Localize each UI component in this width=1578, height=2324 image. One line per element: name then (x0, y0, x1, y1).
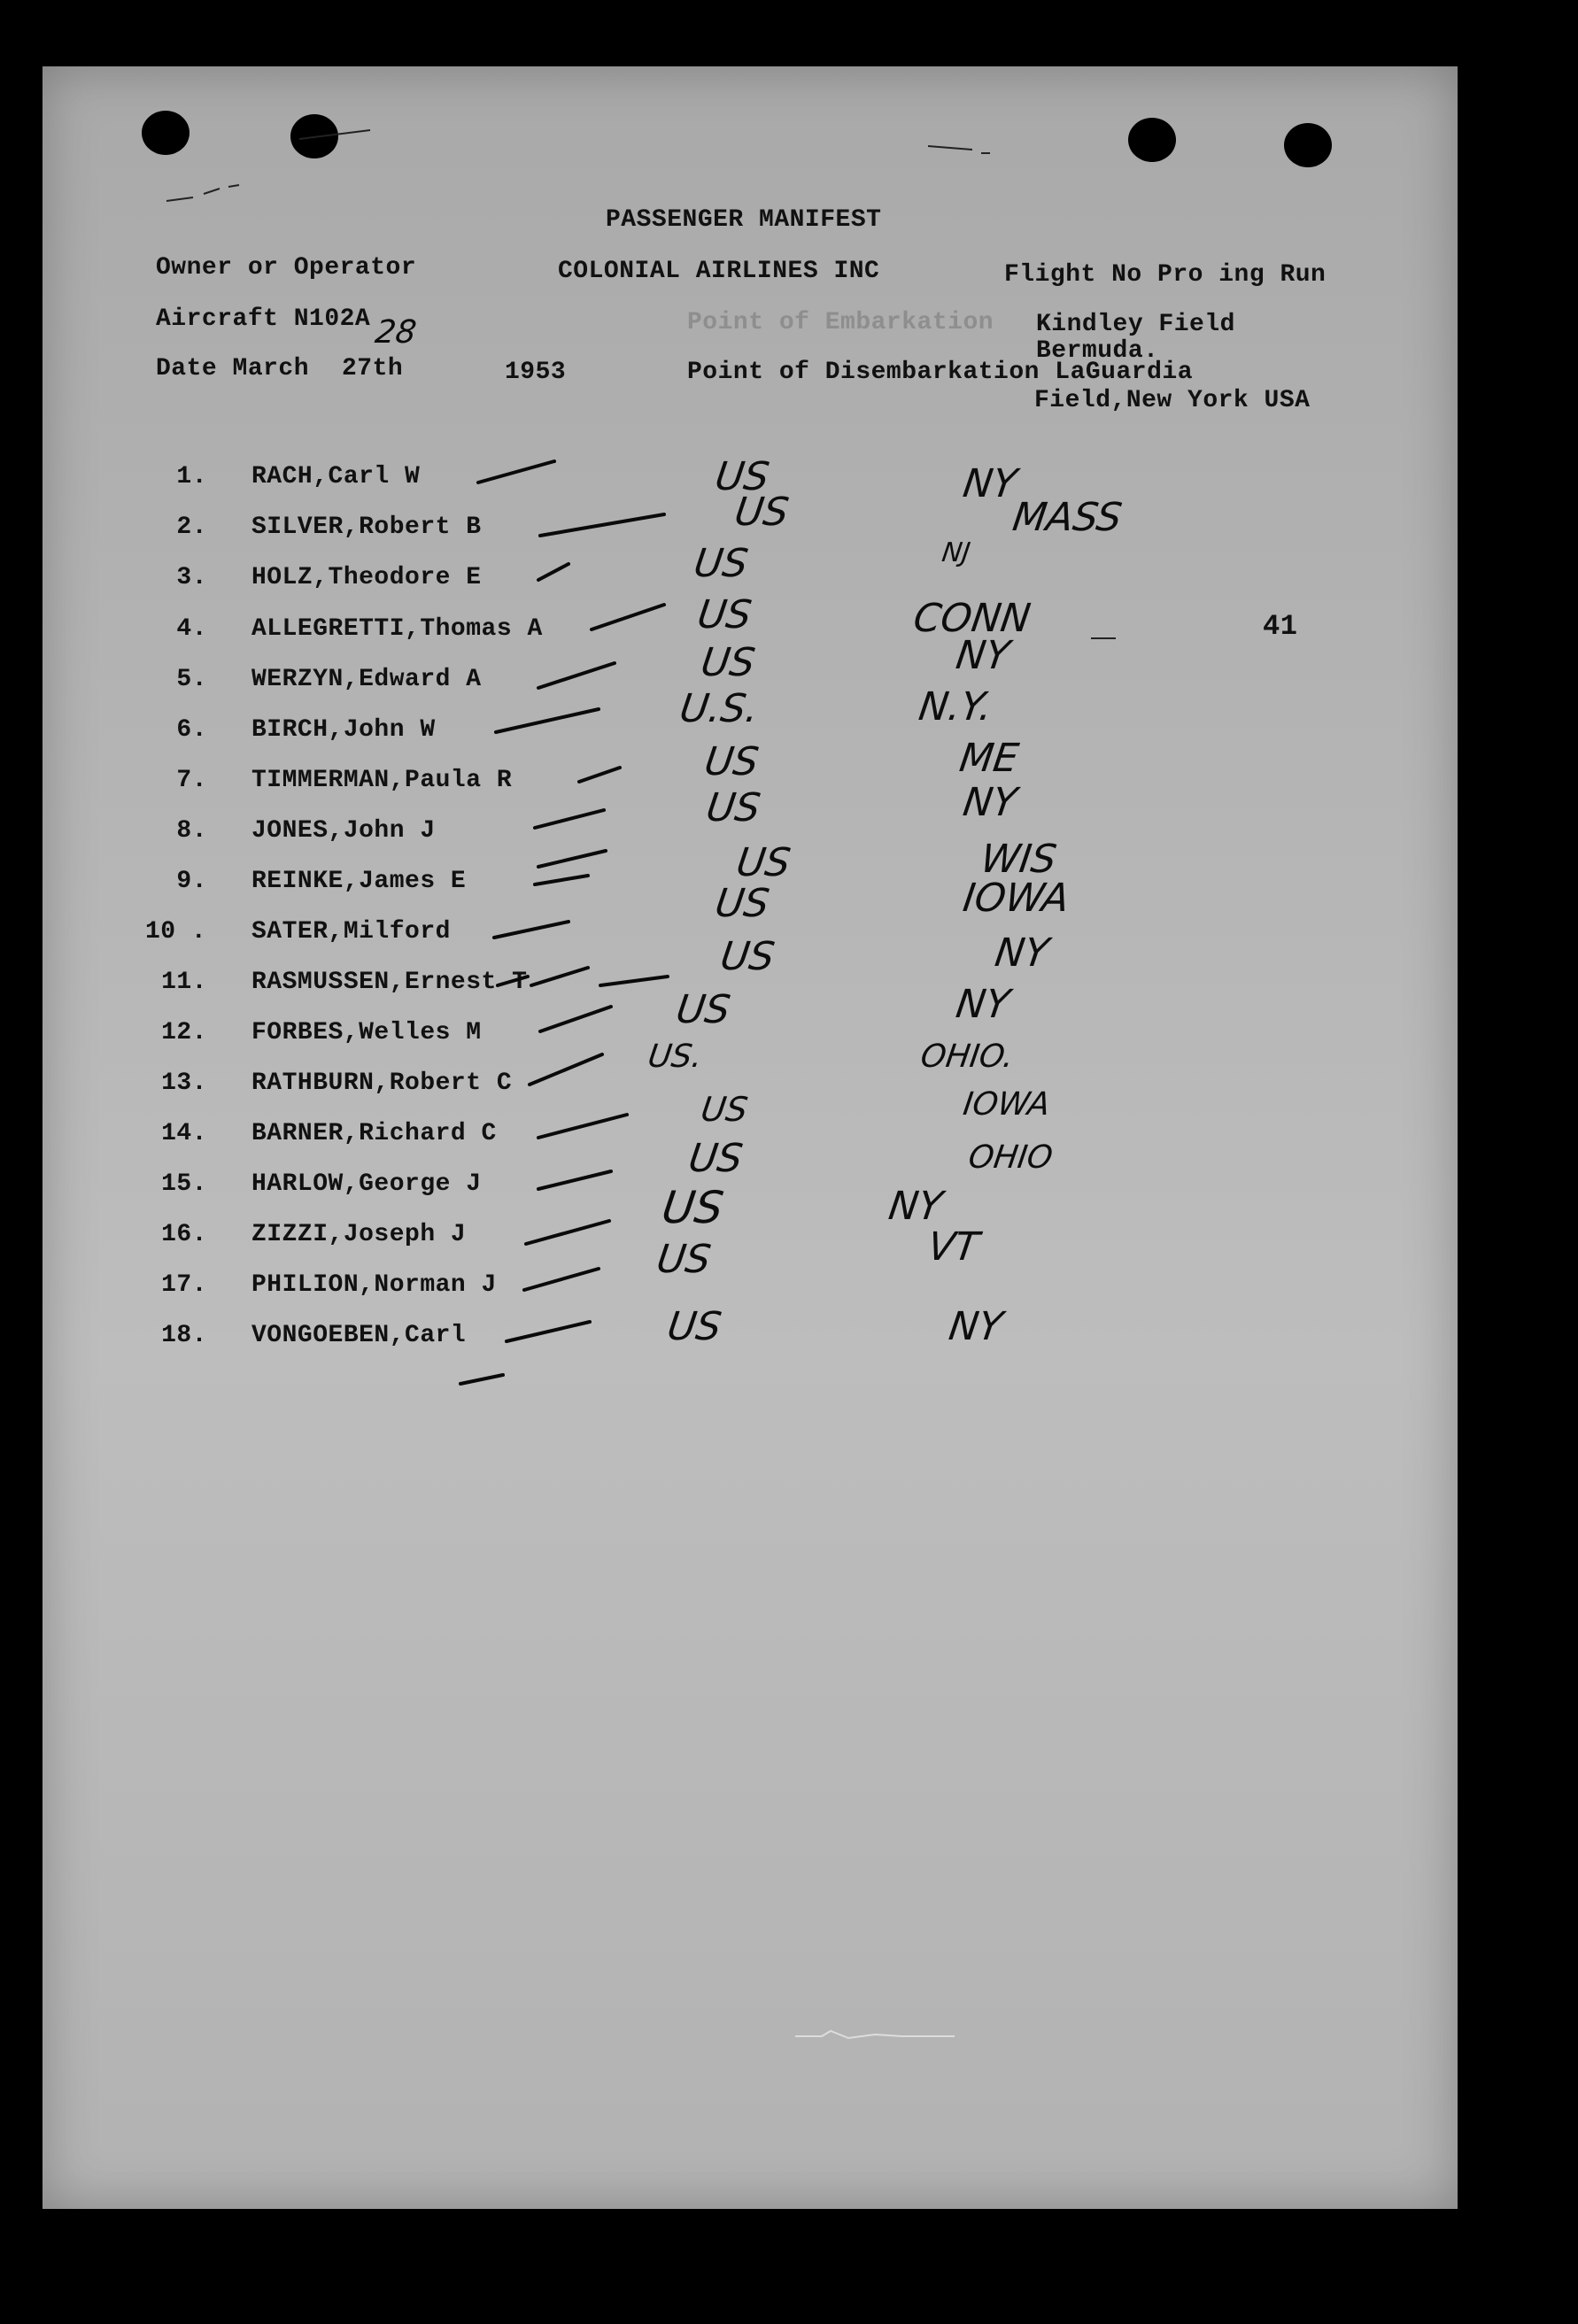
citizenship: US (691, 541, 751, 586)
state: VT (924, 1224, 982, 1270)
passenger-name: BARNER,Richard C (251, 1120, 497, 1147)
citizenship: US (654, 1237, 714, 1282)
state: OHIO (966, 1139, 1056, 1176)
state: CONN (910, 596, 1033, 641)
row-number: 8. (176, 817, 207, 845)
citizenship: US (685, 1136, 746, 1181)
owner-label: Owner or Operator (156, 254, 417, 282)
page-number: 41 (1263, 610, 1298, 643)
row-number: 13. (161, 1069, 207, 1097)
row-number: 5. (176, 666, 207, 693)
citizenship: US (701, 739, 762, 784)
state: NJ (940, 537, 972, 568)
row-number: 18. (161, 1322, 207, 1349)
state: OHIO. (918, 1038, 1017, 1075)
citizenship: US (733, 840, 793, 885)
passenger-name: WERZYN,Edward A (251, 666, 482, 693)
citizenship: US (698, 640, 758, 685)
citizenship: U.S. (677, 686, 762, 731)
passenger-name: JONES,John J (251, 817, 436, 845)
passenger-name: RASMUSSEN,Ernest T (251, 969, 528, 996)
row-number: 7. (176, 767, 207, 794)
date-day-correction: 28 (373, 314, 419, 351)
row-number: 9. (176, 868, 207, 895)
date-day-typed: 27th (342, 355, 404, 382)
disembarkation-label: Point of Disembarkation LaGuardia (687, 359, 1193, 386)
state: NY (946, 1304, 1006, 1349)
aircraft-id: Aircraft N102A (156, 305, 371, 333)
state: NY (960, 780, 1020, 825)
state: NY (960, 461, 1020, 506)
state: IOWA (960, 876, 1072, 921)
handwritten-check-marks (43, 66, 1458, 2209)
passenger-name: FORBES,Welles M (251, 1019, 482, 1046)
operator-name: COLONIAL AIRLINES INC (558, 258, 880, 285)
page-title: PASSENGER MANIFEST (606, 206, 882, 234)
date-year: 1953 (505, 359, 567, 386)
passenger-name: SATER,Milford (251, 918, 451, 946)
citizenship: US (712, 454, 772, 499)
state: NY (992, 930, 1052, 976)
citizenship: US (694, 592, 754, 637)
embarkation-label: Point of Embarkation (687, 309, 994, 336)
passenger-name: ALLEGRETTI,Thomas A (251, 615, 543, 643)
row-number: 11. (161, 969, 207, 996)
embarkation-place-line2: Bermuda. (1036, 337, 1159, 365)
row-number: 17. (161, 1271, 207, 1299)
state: WIS (978, 837, 1060, 882)
state: N.Y. (916, 684, 995, 730)
citizenship: US (673, 987, 733, 1032)
row-number: 15. (161, 1170, 207, 1198)
passenger-name: BIRCH,John W (251, 716, 436, 744)
row-number: 3. (176, 564, 207, 591)
passenger-name: PHILION,Norman J (251, 1271, 497, 1299)
row-number: 1. (176, 463, 207, 490)
passenger-name: VONGOEBEN,Carl (251, 1322, 467, 1349)
disembarkation-place-line2: Field,New York USA (1034, 387, 1311, 414)
citizenship: US (698, 1090, 751, 1129)
row-number: 6. (176, 716, 207, 744)
row-number: 12. (161, 1019, 207, 1046)
date-label: Date March (156, 355, 310, 382)
state: ME (956, 736, 1022, 781)
row-number: 16. (161, 1221, 207, 1248)
passenger-name: RACH,Carl W (251, 463, 421, 490)
row-number: 10 . (145, 918, 207, 946)
citizenship: US (712, 881, 772, 926)
state: NY (953, 982, 1013, 1027)
passenger-name: TIMMERMAN,Paula R (251, 767, 513, 794)
passenger-name: HARLOW,George J (251, 1170, 482, 1198)
passenger-name: ZIZZI,Joseph J (251, 1221, 467, 1248)
row-number: 14. (161, 1120, 207, 1147)
state: NY (953, 633, 1013, 678)
passenger-name: HOLZ,Theodore E (251, 564, 482, 591)
flight-number: Flight No Pro ing Run (1004, 261, 1327, 289)
citizenship: US (731, 490, 792, 535)
row-number: 2. (176, 513, 207, 541)
citizenship: US. (646, 1038, 705, 1075)
citizenship: US (664, 1304, 724, 1349)
passenger-name: RATHBURN,Robert C (251, 1069, 513, 1097)
embarkation-place: Kindley Field (1036, 311, 1235, 338)
manifest-page (43, 66, 1458, 2209)
row-number: 4. (176, 615, 207, 643)
citizenship: US (658, 1182, 727, 1233)
passenger-name: SILVER,Robert B (251, 513, 482, 541)
state: MASS (1009, 495, 1125, 540)
ink-smudge (795, 2027, 955, 2045)
state: NY (886, 1184, 946, 1229)
state: IOWA (961, 1086, 1053, 1123)
passenger-name: REINKE,James E (251, 868, 467, 895)
citizenship: US (717, 934, 777, 979)
citizenship: US (703, 785, 763, 830)
